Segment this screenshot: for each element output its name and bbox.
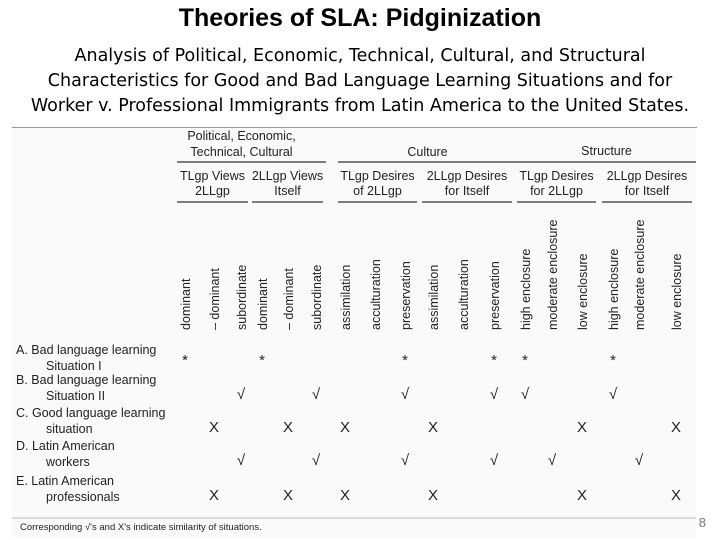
x-mark: X (208, 487, 220, 504)
sub-header-4-line-2: for Itself (444, 184, 490, 198)
column-label-7: assimilation (339, 264, 353, 330)
check-mark: √ (236, 452, 246, 469)
row-label-2-line-1: B. Bad language learning (16, 373, 157, 387)
sub-header-6-line-1: 2LLgp Desires (606, 169, 688, 183)
sub-header-4-line-1: 2LLgp Desires (426, 169, 508, 183)
x-mark: X (670, 419, 682, 436)
sub-header-3-line-1: TLgp Desires (340, 169, 415, 183)
comparison-table (12, 128, 696, 538)
column-label-5: – dominant (282, 268, 296, 330)
sub-header-5-line-2: for 2LLgp (530, 184, 583, 198)
column-label-11: acculturation (457, 259, 471, 330)
x-mark: X (208, 419, 220, 436)
top-header-1-line-1: Political, Economic, (187, 129, 296, 143)
sub-header-1-line-1: TLgp Views (179, 169, 246, 183)
check-mark: √ (634, 452, 644, 469)
asterisk-mark: * (610, 352, 616, 369)
row-label-1-line-2: Situation I (46, 359, 102, 373)
sub-header-1-line-2: 2LLgp (195, 184, 230, 198)
row-label-4-line-1: D. Latin American (16, 439, 115, 453)
check-mark: √ (520, 386, 530, 403)
x-mark: X (339, 487, 351, 504)
x-mark: X (427, 419, 439, 436)
asterisk-mark: * (522, 352, 528, 369)
column-label-12: preservation (488, 261, 502, 330)
sub-header-2-line-1: 2LLgp Views (251, 169, 324, 183)
column-label-3: subordinate (235, 264, 249, 330)
subtitle-line-2: Characteristics for Good and Bad Language Learning Situations and for (47, 71, 673, 91)
x-mark: X (427, 487, 439, 504)
x-mark: X (576, 419, 588, 436)
row-label-3-line-2: situation (46, 422, 93, 436)
column-label-10: assimilation (427, 264, 441, 330)
asterisk-mark: * (259, 352, 265, 369)
x-mark: X (576, 487, 588, 504)
slide-title: Theories of SLA: Pidginization (178, 4, 542, 32)
top-header-2-line-1: Culture (407, 145, 448, 159)
top-header-1-line-2: Technical, Cultural (190, 145, 293, 159)
column-label-6: subordinate (310, 264, 324, 330)
check-mark: √ (608, 386, 618, 403)
subtitle-line-1: Analysis of Political, Economic, Technical, Cultural, and Structural (74, 46, 646, 66)
check-mark: √ (236, 386, 246, 403)
x-mark: X (670, 487, 682, 504)
sub-header-6-line-2: for Itself (624, 184, 670, 198)
asterisk-mark: * (491, 352, 497, 369)
asterisk-mark: * (182, 352, 188, 369)
sub-header-2-line-2: Itself (274, 184, 301, 198)
x-mark: X (282, 487, 294, 504)
top-header-3-line-1: Structure (581, 144, 632, 158)
slide-subtitle (10, 44, 710, 119)
check-mark: √ (400, 452, 410, 469)
sub-header-3-line-2: of 2LLgp (353, 184, 402, 198)
column-label-9: preservation (399, 261, 413, 330)
row-label-2-line-2: Situation II (46, 389, 106, 403)
subtitle-line-3: Worker v. Professional Immigrants from Latin America to the United States. (30, 96, 690, 116)
row-label-3-line-1: C. Good language learning (16, 406, 166, 420)
check-mark: √ (311, 386, 321, 403)
row-label-5-line-1: E. Latin American (16, 474, 114, 488)
row-label-5-line-2: professionals (46, 490, 120, 504)
column-label-4: dominant (256, 278, 270, 330)
footnote: Corresponding √'s and X's indicate similarity of situations. (20, 522, 262, 533)
scanned-table-image (12, 128, 696, 538)
column-label-15: low enclosure (576, 253, 590, 330)
sub-header-5-line-1: TLgp Desires (519, 169, 594, 183)
asterisk-mark: * (402, 352, 408, 369)
check-mark: √ (311, 452, 321, 469)
column-label-13: high enclosure (519, 248, 533, 330)
check-mark: √ (489, 452, 499, 469)
column-label-14: moderate enclosure (546, 219, 560, 330)
x-mark: X (282, 419, 294, 436)
column-label-16: high enclosure (607, 248, 621, 330)
column-label-17: moderate enclosure (633, 219, 647, 330)
x-mark: X (339, 419, 351, 436)
column-label-1: dominant (179, 278, 193, 330)
page-number: 8 (698, 515, 706, 530)
column-label-2: – dominant (208, 268, 222, 330)
row-label-1-line-1: A. Bad language learning (16, 343, 157, 357)
check-mark: √ (547, 452, 557, 469)
row-label-4-line-2: workers (46, 455, 90, 469)
check-mark: √ (489, 386, 499, 403)
check-mark: √ (400, 386, 410, 403)
column-label-18: low enclosure (670, 253, 684, 330)
column-label-8: acculturation (369, 259, 383, 330)
